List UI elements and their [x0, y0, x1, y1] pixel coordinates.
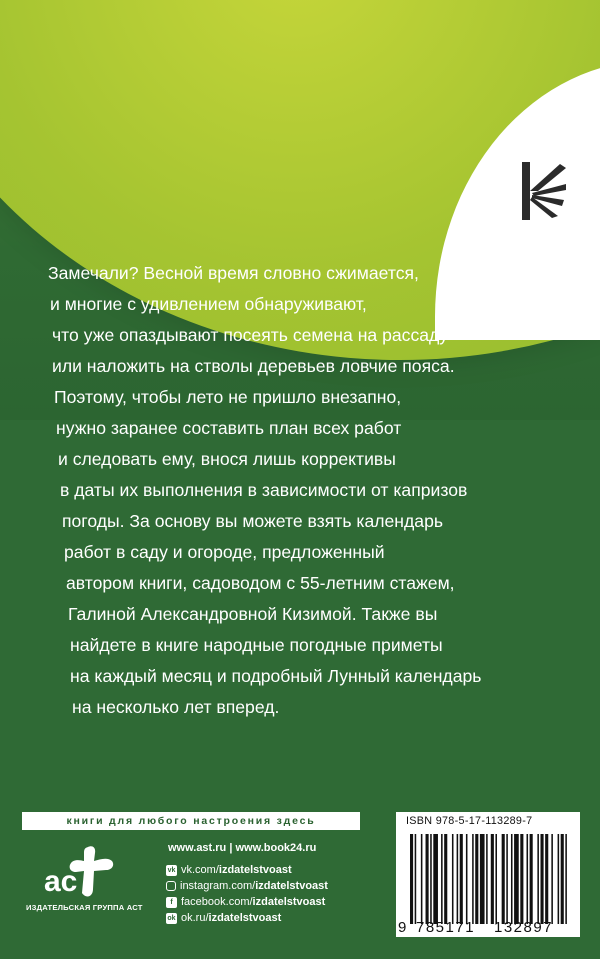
odnoklassniki-icon: ok — [167, 914, 176, 922]
barcode-bar — [565, 834, 567, 924]
ast-logo-icon — [42, 845, 122, 901]
barcode-bar — [480, 834, 485, 924]
social-handle: izdatelstvoast — [252, 896, 326, 908]
barcode-bar — [561, 834, 564, 924]
social-link-ok[interactable] — [166, 910, 328, 926]
barcode-bar — [511, 834, 513, 924]
social-prefix: instagram.com/ — [180, 880, 256, 892]
barcode-bar — [415, 834, 417, 924]
barcode-bar — [540, 834, 543, 924]
barcode-bar — [441, 834, 443, 924]
social-link-instagram[interactable] — [166, 878, 328, 894]
facebook-icon: f — [166, 897, 177, 908]
description-line: нужно заранее составить план всех работ — [56, 418, 402, 438]
isbn-label: ISBN 978-5-17-113289-7 — [406, 815, 533, 827]
barcode-bar — [444, 834, 447, 924]
barcode-bar — [457, 834, 459, 924]
isbn-digit-group-left: 785171 — [416, 919, 476, 936]
description-line: Галиной Александровной Кизимой. Также вы — [68, 604, 438, 624]
barcode-bar — [545, 834, 548, 924]
barcode-bar — [472, 834, 474, 924]
barcode-bar — [460, 834, 463, 924]
instagram-icon — [166, 881, 176, 891]
barcode-bar — [514, 834, 519, 924]
barcode-bar — [491, 834, 494, 924]
website-links[interactable]: www.ast.ru | www.book24.ru — [168, 842, 317, 854]
social-links — [166, 862, 328, 926]
social-prefix: vk.com/ — [181, 864, 219, 876]
barcode-bar — [502, 834, 505, 924]
barcode-bar — [551, 834, 553, 924]
isbn-digit-group-right: 132897 — [494, 919, 554, 936]
description-line: найдете в книге народные погодные приметы — [70, 635, 443, 655]
description-line: что уже опаздывают посеять семена на рассаду — [52, 325, 449, 345]
description-line: Замечали? Весной время словно сжимается, — [48, 263, 419, 283]
description-line: или наложить на стволы деревьев ловчие пояса. — [52, 356, 455, 376]
barcode-bar — [410, 834, 413, 924]
description-line: и следовать ему, внося лишь коррективы — [58, 449, 396, 469]
description-line: и многие с удивлением обнаруживают, — [50, 294, 367, 314]
barcode-bar — [426, 834, 429, 924]
social-prefix: ok.ru/ — [181, 912, 209, 924]
barcode-bar — [527, 834, 529, 924]
book-description — [48, 258, 588, 723]
description-line: работ в саду и огороде, предложенный — [64, 542, 385, 562]
social-handle: izdatelstvoast — [255, 880, 328, 892]
description-line: автором книги, садоводом с 55-летним стажем, — [66, 573, 455, 593]
social-handle: izdatelstvoast — [218, 864, 292, 876]
barcode-bar — [495, 834, 497, 924]
barcode-bar — [421, 834, 423, 924]
barcode-bar — [452, 834, 454, 924]
vk-icon: vk — [167, 866, 176, 874]
barcode-bar — [475, 834, 478, 924]
description-line: погоды. За основу вы можете взять календарь — [62, 511, 444, 531]
social-handle: izdatelstvoast — [208, 912, 282, 924]
barcode-bar — [506, 834, 508, 924]
barcode-bar — [466, 834, 468, 924]
publisher-caption: ИЗДАТЕЛЬСКАЯ ГРУППА АСТ — [26, 903, 143, 912]
description-line: в даты их выполнения в зависимости от капризов — [60, 480, 468, 500]
barcode — [410, 834, 570, 924]
barcode-bar — [430, 834, 432, 924]
isbn-barcode-box — [396, 812, 580, 937]
description-line: на каждый месяц и подробный Лунный календарь — [70, 666, 482, 686]
description-line: Поэтому, чтобы лето не пришло внезапно, — [54, 387, 402, 407]
social-link-vk[interactable] — [166, 862, 328, 878]
publisher-k-logo-icon — [520, 160, 568, 222]
logo-text: ac — [44, 865, 78, 898]
social-link-facebook[interactable] — [166, 894, 328, 910]
barcode-bar — [433, 834, 438, 924]
barcode-bar — [558, 834, 560, 924]
barcode-bar — [537, 834, 539, 924]
tagline-banner: книги для любого настроения здесь — [22, 812, 360, 830]
isbn-digit-first: 9 — [398, 919, 407, 936]
description-line: на несколько лет вперед. — [72, 697, 280, 717]
social-prefix: facebook.com/ — [181, 896, 253, 908]
isbn-digits — [396, 919, 580, 937]
barcode-bar — [530, 834, 533, 924]
barcode-bar — [520, 834, 523, 924]
barcode-bar — [486, 834, 488, 924]
